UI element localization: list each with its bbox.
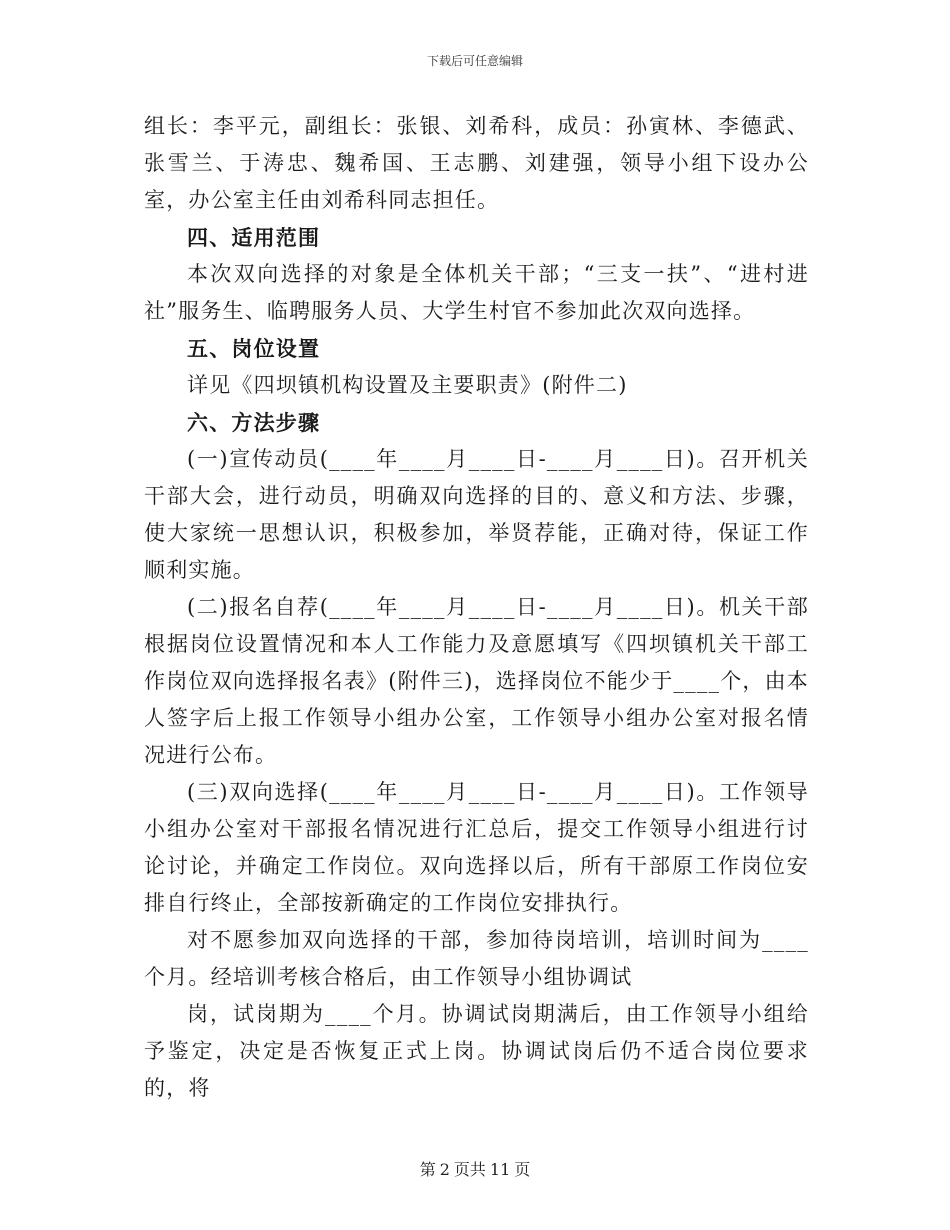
paragraph-positions: 详见《四坝镇机构设置及主要职责》(附件二) [187, 373, 628, 397]
section-heading-steps: 六、方法步骤 [187, 410, 321, 435]
paragraph-scope: 本次双向选择的对象是全体机关干部；“三支一扶”、“进村进社”服务生、临聘服务人员、大学生村官不参加此次双向选择。 [144, 262, 809, 323]
footer-suffix: 页 [514, 1160, 531, 1179]
section-heading-positions: 五、岗位设置 [187, 336, 321, 361]
paragraph-step-2: (二)报名自荐(____年____月____日-____月____日)。机关干部根据岗位设置情况和本人工作能力及意愿填写《四坝镇机关干部工作岗位双向选择报名表》(附件三)，选择岗位不能少于____个，由本人签字后上报工作领导小组办公室，工作领导小组办公室对报名情况进行公布。 [144, 595, 809, 767]
paragraph-step-1: (一)宣传动员(____年____月____日-____月____日)。召开机关干部大会，进行动员，明确双向选择的目的、意义和方法、步骤，使大家统一思想认识，积极参加，举贤荐能，正确对待，保证工作顺利实施。 [144, 447, 809, 582]
footer-page-number: 2 [439, 1160, 450, 1179]
footer-middle: 页共 [453, 1160, 486, 1179]
paragraph-training: 对不愿参加双向选择的干部，参加待岗培训，培训时间为____个月。经培训考核合格后，由工作领导小组协调试 [144, 928, 809, 989]
footer-total-pages: 11 [489, 1160, 511, 1179]
page-header: 下载后可任意编辑 [426, 54, 523, 68]
paragraph-step-3: (三)双向选择(____年____月____日-____月____日)。工作领导小组办公室对干部报名情况进行汇总后，提交工作领导小组进行讨论讨论，并确定工作岗位。双向选择以后，所有干部原工作岗位安排自行终止，全部按新确定的工作岗位安排执行。 [144, 780, 809, 915]
section-heading-scope: 四、适用范围 [187, 225, 321, 250]
footer-prefix: 第 [419, 1160, 436, 1179]
page-footer [0, 1157, 950, 1180]
paragraph-trial-period: 岗，试岗期为____个月。协调试岗期满后，由工作领导小组给予鉴定，决定是否恢复正式上岗。协调试岗后仍不适合岗位要求的，将 [144, 1002, 809, 1100]
document-body [144, 108, 809, 1107]
paragraph-leader-list: 组长：李平元，副组长：张银、刘希科，成员：孙寅林、李德武、张雪兰、于涛忠、魏希国、王志鹏、刘建强，领导小组下设办公室，办公室主任由刘希科同志担任。 [144, 114, 809, 212]
